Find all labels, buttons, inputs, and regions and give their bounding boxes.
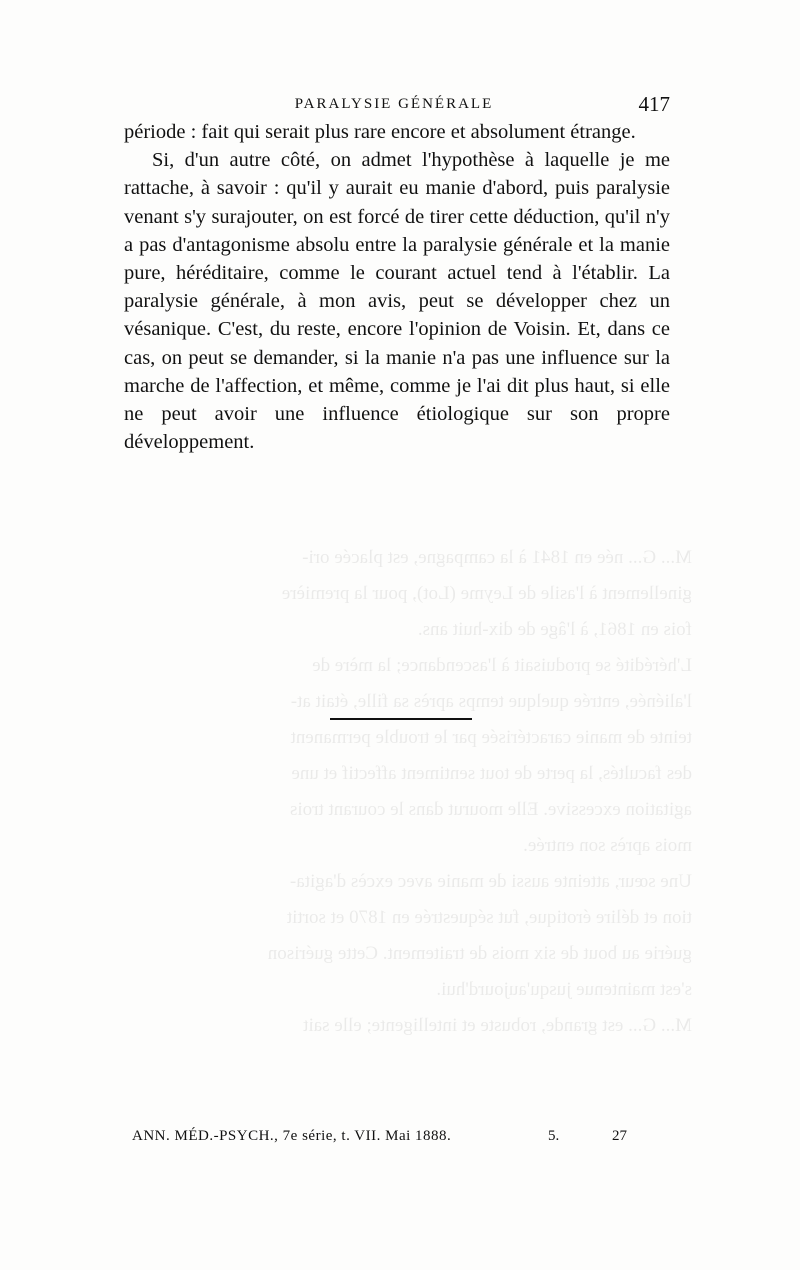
paragraph: Si, d'un autre côté, on admet l'hypothèse à laquelle je me rattache, à savoir : qu'il y aurait eu manie d'abord, puis paralysie venant s'y surajouter, on est forcé de tirer cette déduction, qu'il n'y a pas d'antagonisme absolu entre la paralysie générale et la manie pure, héréditaire, comme le courant actuel tend à l'établir. La paralysie générale, à mon avis, peut se développer chez un vésanique. C'est, du reste, encore l'opinion de Voisin. Et, dans ce cas, on peut se demander, si la manie n'a pas une influence sur la marche de l'affection, et même, comme je l'ai dit plus haut, si elle ne peut avoir une influence étiologique sur son propre développement. [124,149,670,454]
printer-signature-line [132,1128,652,1154]
sheet-number: 27 [612,1128,627,1144]
body-text [124,118,670,456]
show-through-texture: M... G... née en 1841 à la campagne, est placée ori- ginellement à l'asile de Leyme (Lot), pour la première fois en 1861, à l'âge de dix-huit ans. L'hérédité se produisait à l'ascendance; la mère de l'aliénée, entrée quelque temps après sa fille, était at- teinte de manie caractérisée par le trouble permanent des facultés, la perte de tout sentiment affectif et une agitation excessive. Elle mourut dans le courant trois mois après son entrée. Une sœur, atteinte aussi de manie avec excès d'agita- tion et délire érotique, fut séquestrée en 1870 et sortit guérie au bout de six mois de traitement. Cette guérison s'est maintenue jusqu'aujourd'hui. M... G... est grande, robuste et intelligente; elle sait [267,547,692,1036]
journal-signature: ANN. MÉD.-PSYCH., 7e série, t. VII. Mai 1888. [132,1128,452,1144]
section-divider [330,718,472,720]
page-number: 417 [638,92,670,116]
paragraph: période : fait qui serait plus rare encore et absolument étrange. [124,121,636,143]
running-head [118,92,670,118]
running-title: PARALYSIE GÉNÉRALE [294,96,494,112]
signature-number: 5. [548,1128,560,1144]
